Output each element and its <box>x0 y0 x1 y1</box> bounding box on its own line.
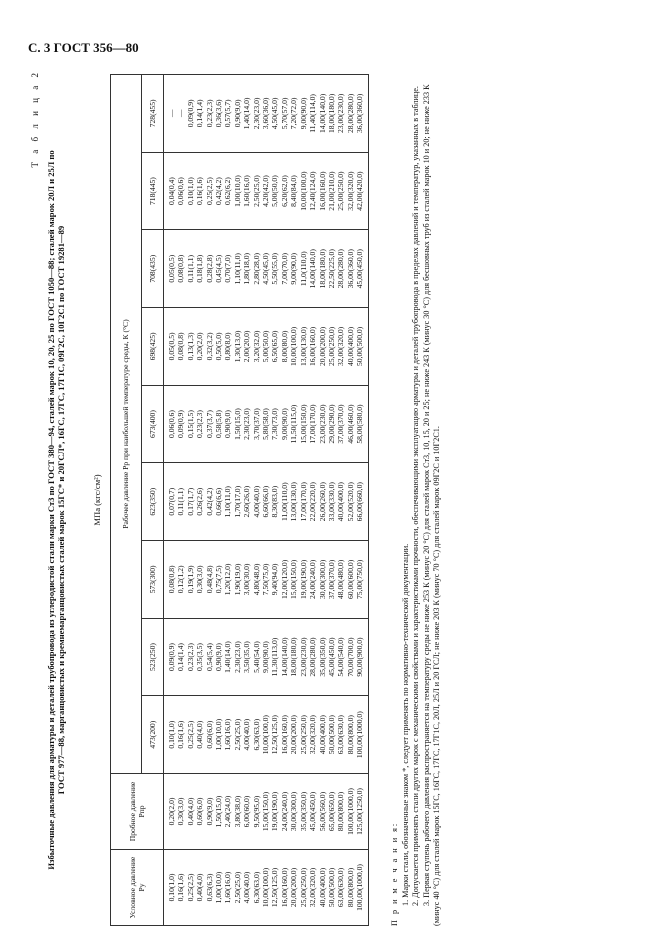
table-row <box>318 75 327 926</box>
table-cell: 18,00(180,0) <box>289 618 298 696</box>
table-cell: 0,60(6,0) <box>205 696 214 774</box>
table-cell: 0,80(8,0) <box>223 308 232 386</box>
table-cell: 22,00(220,0) <box>308 463 317 541</box>
table-cell: 66,00(660,0) <box>355 463 368 541</box>
table-cell: 1,40(14,0) <box>223 618 232 696</box>
table-cell: 60,00(600,0) <box>346 541 355 619</box>
table-cell: 33,00(330,0) <box>327 463 336 541</box>
table-cell: 24,00(240,0) <box>308 541 317 619</box>
table-cell: 0,25(2,5) <box>186 696 195 774</box>
table-cell: 1,60(16,0) <box>242 152 251 230</box>
table-cell: 0,45(4,5) <box>214 230 223 308</box>
table-row <box>327 75 336 926</box>
table-cell: 0,16(1,6) <box>176 850 185 926</box>
table-cell: 32,00(320,0) <box>308 850 317 926</box>
table-cell: 8,40(84,0) <box>289 152 298 230</box>
table-cell: 16,00(160,0) <box>280 850 289 926</box>
table-cell: 70,00(700,0) <box>346 618 355 696</box>
table-cell: 4,20(42,0) <box>261 152 270 230</box>
table-cell: 0,40(4,0) <box>195 696 204 774</box>
table-cell: 0,50(5,0) <box>214 308 223 386</box>
table-cell: 16,00(160,0) <box>308 308 317 386</box>
table-cell: 52,00(520,0) <box>346 463 355 541</box>
table-row <box>308 75 317 926</box>
table-cell: — <box>164 75 177 153</box>
table-cell: 10,00(100,0) <box>261 850 270 926</box>
table-cell: 50,00(500,0) <box>327 850 336 926</box>
table-cell: 10,00(100,0) <box>299 152 308 230</box>
table-cell: 29,00(290,0) <box>327 385 336 463</box>
table-cell: 0,12(1,2) <box>176 541 185 619</box>
note-3: 3. Первая ступень рабочего давления распространяется на температуру среды не ниже 253 К (минус 20 °С) для сталей марок Ст3, 10, 15, 20 и 25; не ниже 243 К (минус 30 °С) для бесшовных труб из сталей марок 10 и 20; не ниже 233 К (минус 40 °С) для сталей марок 15ГС, 16ГС, 17ГС, 17Г1С, 20Л, 25Л и 20 ГСЛ; не ниже 203 К (минус 70 °С) для сталей марок 09Г2С и 10Г2С1. <box>421 84 442 926</box>
table-cell: 5,00(50,0) <box>270 152 279 230</box>
table-cell: 11,30(113,0) <box>270 618 279 696</box>
table-cell: 0,75(7,5) <box>214 541 223 619</box>
table-cell: 0,09(0,9) <box>186 75 195 153</box>
table-cell: 0,35(3,5) <box>195 618 204 696</box>
table-cell: 2,40(24,0) <box>223 774 232 850</box>
table-row <box>289 75 298 926</box>
table-cell: 50,00(500,0) <box>327 696 336 774</box>
table-cell: 40,00(400,0) <box>318 850 327 926</box>
table-row <box>205 75 214 926</box>
table-row <box>186 75 195 926</box>
table-cell: 75,00(750,0) <box>355 541 368 619</box>
header-temp: 728(455) <box>142 75 164 153</box>
table-cell: 4,50(45,0) <box>270 75 279 153</box>
table-cell: 0,42(4,2) <box>205 463 214 541</box>
table-cell: 40,00(400,0) <box>336 463 345 541</box>
table-cell: 14,00(140,0) <box>280 618 289 696</box>
table-cell: 15,00(150,0) <box>289 541 298 619</box>
table-cell: 8,30(83,0) <box>270 463 279 541</box>
table-cell: 6,00(60,0) <box>242 774 251 850</box>
table-cell: 0,62(6,2) <box>223 152 232 230</box>
table-cell: 28,00(280,0) <box>336 230 345 308</box>
table-cell: 42,00(420,0) <box>355 152 368 230</box>
table-cell: 1,60(16,0) <box>223 696 232 774</box>
table-cell: 0,23(2,3) <box>186 618 195 696</box>
table-cell: 0,06(0,6) <box>176 152 185 230</box>
table-cell: 18,00(180,0) <box>318 230 327 308</box>
table-cell: 0,57(5,7) <box>223 75 232 153</box>
table-cell: 100,00(1000,0) <box>355 850 368 926</box>
table-cell: 15,00(150,0) <box>299 385 308 463</box>
table-cell: 11,0(110,0) <box>299 230 308 308</box>
table-cell: 19,00(190,0) <box>270 774 279 850</box>
table-cell: 28,00(280,0) <box>346 75 355 153</box>
table-cell: 0,10(1,0) <box>164 696 177 774</box>
header-temp: 708(435) <box>142 230 164 308</box>
table-cell: 17,00(170,0) <box>299 463 308 541</box>
table-cell: 26,00(260,0) <box>318 463 327 541</box>
notes-title: П р и м е ч а н и я: <box>390 821 399 926</box>
table-cell: 9,40(94,0) <box>270 541 279 619</box>
table-cell: 37,00(370,0) <box>336 385 345 463</box>
table-cell: 23,00(230,0) <box>299 618 308 696</box>
table-cell: 4,80(48,0) <box>252 541 261 619</box>
table-cell: 25,00(250,0) <box>336 152 345 230</box>
table-cell: 6,50(65,0) <box>270 308 279 386</box>
table-cell: 0,28(2,8) <box>205 230 214 308</box>
table-cell: 6,60(66,0) <box>261 463 270 541</box>
table-cell: 1,10(11,0) <box>223 463 232 541</box>
table-cell: 20,00(200,0) <box>318 308 327 386</box>
table-cell: 11,50(115,0) <box>289 385 298 463</box>
table-row <box>270 75 279 926</box>
table-cell: 0,05(0,5) <box>164 308 177 386</box>
table-cell: 0,40(4,0) <box>186 774 195 850</box>
table-cell: 10,00(100,0) <box>289 308 298 386</box>
table-cell: 17,00(170,0) <box>308 385 317 463</box>
table-cell: 0,30(3,0) <box>195 541 204 619</box>
table-cell: 0,30(3,0) <box>176 774 185 850</box>
table-cell: 80,00(800,0) <box>346 850 355 926</box>
table-cell: 40,00(400,0) <box>346 308 355 386</box>
table-cell: 45,00(450,0) <box>327 618 336 696</box>
table-cell: 35,00(350,0) <box>318 618 327 696</box>
table-cell: 2,80(28,0) <box>252 230 261 308</box>
table-label: Т а б л и ц а 2 <box>30 70 40 168</box>
table-cell: 0,37(3,7) <box>205 385 214 463</box>
table-cell: 1,50(15,0) <box>233 385 242 463</box>
table-cell: 0,08(0,8) <box>164 541 177 619</box>
table-cell: 4,00(40,0) <box>242 696 251 774</box>
table-cell: 0,25(2,5) <box>205 152 214 230</box>
table-cell: 13,00(130,0) <box>289 463 298 541</box>
table-cell: 0,90(9,0) <box>233 75 242 153</box>
table-cell: 0,11(1,1) <box>186 230 195 308</box>
note-2: 2. Допускается применять стали других марок с механическими свойствами и характеристиками прочности, обеспечивающими эксплуатацию арматуры и деталей трубопровода в пределах давлений и температур, указанных в таблице. <box>411 86 421 906</box>
table-cell: 5,40(54,0) <box>252 618 261 696</box>
table-cell: 0,90(9,0) <box>205 774 214 850</box>
table-cell: 7,50(75,0) <box>261 541 270 619</box>
table-cell: 5,70(57,0) <box>280 75 289 153</box>
table-cell: 2,50(25,0) <box>252 152 261 230</box>
table-cell: 4,50(45,0) <box>261 230 270 308</box>
table-cell: 0,07(0,7) <box>164 463 177 541</box>
header-working-pressure: Рабочее давление Pр при наибольшей температуре среды, К (°С) <box>111 75 142 774</box>
table-cell: 2,50(25,0) <box>233 696 242 774</box>
table-cell: 1,40(14,0) <box>242 75 251 153</box>
table-cell: 9,00(90,0) <box>280 385 289 463</box>
table-cell: 56,00(560,0) <box>318 774 327 850</box>
table-cell: 100,00(1000,0) <box>346 774 355 850</box>
table-cell: 20,00(200,0) <box>289 850 298 926</box>
rotated-content <box>28 70 648 930</box>
page-header: С. 3 ГОСТ 356—80 <box>28 40 139 55</box>
table-cell: 3,00(30,0) <box>242 541 251 619</box>
table-cell: 6,30(63,0) <box>252 696 261 774</box>
header-temp: 718(445) <box>142 152 164 230</box>
table-cell: 2,30(23,0) <box>233 618 242 696</box>
table-row <box>233 75 242 926</box>
table-cell: 54,00(540,0) <box>336 618 345 696</box>
table-cell: 32,00(320,0) <box>308 696 317 774</box>
table-cell: 0,58(5,8) <box>214 385 223 463</box>
table-cell: 28,00(280,0) <box>308 618 317 696</box>
table-cell: 32,00(320,0) <box>336 308 345 386</box>
table-cell: 0,26(2,6) <box>195 463 204 541</box>
table-cell: 0,05(0,5) <box>164 230 177 308</box>
table-cell: 0,48(4,8) <box>205 541 214 619</box>
table-cell: 9,00(90,0) <box>261 618 270 696</box>
table-cell: 1,00(10,0) <box>214 850 223 926</box>
table-cell: 13,00(130,0) <box>299 308 308 386</box>
table-cell: 11,40(114,0) <box>308 75 317 153</box>
table-cell: 40,00(400,0) <box>318 696 327 774</box>
table-cell: 7,00(70,0) <box>280 230 289 308</box>
table-cell: 37,00(370,0) <box>327 541 336 619</box>
table-cell: 0,06(0,6) <box>164 385 177 463</box>
table-cell: 0,10(1,0) <box>164 850 177 926</box>
table-cell: 3,60(36,0) <box>261 75 270 153</box>
table-cell: 0,09(0,9) <box>176 385 185 463</box>
header-ppr: Пробное давление Pпр <box>111 774 164 850</box>
table-cell: 22,50(225,0) <box>327 230 336 308</box>
table-cell: 0,70(7,0) <box>223 230 232 308</box>
table-cell: 0,17(1,7) <box>186 463 195 541</box>
table-title: Избыточные давления для арматуры и деталей трубопровода из углеродистой стали марки Ст3 по ГОСТ 380—94, сталей марок 10, 20, 25 по ГОСТ 1050—88; сталей марок 20Л и 25Л по ГОСТ 977—88, марганцовистых и кремнемарганцовистых сталей марок 15ГС* и 20ГСЛ*, 16ГС, 17ГС, 17Г1С, 09Г2С, 10Г2С1 по ГОСТ 19281—89 <box>46 150 66 870</box>
unit-label: МПа (кгс/см²) <box>92 474 102 526</box>
table-cell: 0,13(1,3) <box>186 308 195 386</box>
table-cell: 0,19(1,9) <box>186 541 195 619</box>
table-cell: 15,00(150,0) <box>261 774 270 850</box>
table-cell: 6,20(62,0) <box>280 152 289 230</box>
table-cell: 0,42(4,2) <box>214 152 223 230</box>
table-cell: 0,23(2,3) <box>205 75 214 153</box>
header-temp: 573(300) <box>142 541 164 619</box>
table-cell: 30,00(300,0) <box>289 774 298 850</box>
table-cell: 0,09(0,9) <box>164 618 177 696</box>
table-cell: 30,00(300,0) <box>318 541 327 619</box>
table-cell: 65,00(650,0) <box>327 774 336 850</box>
table-cell: 0,90(9,0) <box>214 618 223 696</box>
table-cell: 1,60(16,0) <box>223 850 232 926</box>
table-cell: 0,23(2,3) <box>195 385 204 463</box>
table-cell: 25,00(250,0) <box>299 850 308 926</box>
table-cell: 0,63(6,3) <box>205 850 214 926</box>
table-cell: 5,50(55,0) <box>270 230 279 308</box>
table-cell: 35,00(350,0) <box>299 774 308 850</box>
note-1: 1. Марки стали, обозначенные знаком *, следует применять по нормативно-технической документации. <box>400 543 410 906</box>
table-row <box>261 75 270 926</box>
table-cell: 12,40(124,0) <box>308 152 317 230</box>
table-cell: 0,36(3,6) <box>214 75 223 153</box>
table-cell: 48,00(480,0) <box>336 541 345 619</box>
table-cell: 36,00(360,0) <box>355 75 368 153</box>
table-cell: 63,00(630,0) <box>336 850 345 926</box>
table-cell: 4,00(40,0) <box>252 463 261 541</box>
table-cell: 0,40(4,0) <box>195 850 204 926</box>
notes <box>390 74 443 926</box>
table-cell: 1,10(11,0) <box>233 230 242 308</box>
table-cell: 18,00(180,0) <box>327 75 336 153</box>
table-cell: 21,00(210,0) <box>327 152 336 230</box>
table-cell: 6,30(63,0) <box>252 850 261 926</box>
table-cell: 1,80(18,0) <box>242 230 251 308</box>
table-cell: 2,60(26,0) <box>242 463 251 541</box>
table-row <box>176 75 185 926</box>
table-cell: 14,00(140,0) <box>308 230 317 308</box>
table-row <box>242 75 251 926</box>
table-cell: 46,00(460,0) <box>346 385 355 463</box>
table-cell: 9,50(95,0) <box>252 774 261 850</box>
table-row <box>195 75 204 926</box>
table-cell: 7,20(72,0) <box>289 75 298 153</box>
table-cell: 1,00(10,0) <box>233 152 242 230</box>
table-cell: 2,00(20,0) <box>242 308 251 386</box>
table-cell: 8,00(80,0) <box>280 308 289 386</box>
table-cell: 1,70(17,0) <box>233 463 242 541</box>
table-cell: 50,00(500,0) <box>355 308 368 386</box>
table-cell: 20,00(200,0) <box>289 696 298 774</box>
table-cell: 2,30(23,0) <box>252 75 261 153</box>
table-row <box>336 75 345 926</box>
table-cell: 45,00(450,0) <box>355 230 368 308</box>
table-cell: 0,16(1,6) <box>195 152 204 230</box>
pressure-table <box>110 74 369 926</box>
table-cell: 1,00(10,0) <box>214 696 223 774</box>
table-cell: 3,80(38,0) <box>233 774 242 850</box>
table-cell: 14,00(140,0) <box>318 75 327 153</box>
table-cell: 25,00(250,0) <box>327 308 336 386</box>
table-cell: 0,04(0,4) <box>164 152 177 230</box>
table-cell: 100,00(1000,0) <box>355 696 368 774</box>
table-cell: 36,00(360,0) <box>346 230 355 308</box>
table-cell: 3,20(32,0) <box>252 308 261 386</box>
header-temp: 623(350) <box>142 463 164 541</box>
table-row <box>214 75 223 926</box>
table-cell: 16,00(160,0) <box>318 152 327 230</box>
table-cell: 63,00(630,0) <box>336 696 345 774</box>
table-cell: 12,50(125,0) <box>270 850 279 926</box>
table-row <box>252 75 261 926</box>
table-cell: 125,00(1250,0) <box>355 774 368 850</box>
table-cell: 10,00(100,0) <box>261 696 270 774</box>
header-temp: 473(200) <box>142 696 164 774</box>
table-cell: 2,30(23,0) <box>242 385 251 463</box>
table-row <box>164 75 177 926</box>
table-cell: 0,18(1,8) <box>195 230 204 308</box>
table-cell: 1,20(12,0) <box>223 541 232 619</box>
table-cell: 7,30(73,0) <box>270 385 279 463</box>
header-temp: 673(400) <box>142 385 164 463</box>
table-cell: 12,50(125,0) <box>270 696 279 774</box>
table-cell: 80,00(800,0) <box>336 774 345 850</box>
table-cell: 1,50(15,0) <box>214 774 223 850</box>
table-cell: 24,00(240,0) <box>280 774 289 850</box>
table-cell: 0,32(3,2) <box>205 308 214 386</box>
table-cell: 0,15(1,5) <box>186 385 195 463</box>
table-cell: 9,00(90,0) <box>299 75 308 153</box>
table-cell: 0,25(2,5) <box>186 850 195 926</box>
table-cell: 3,70(37,0) <box>252 385 261 463</box>
table-cell: 32,00(320,0) <box>346 152 355 230</box>
table-cell: 2,50(25,0) <box>233 850 242 926</box>
table-cell: 19,00(190,0) <box>299 541 308 619</box>
table-cell: 0,14(1,4) <box>195 75 204 153</box>
table-cell: 12,00(120,0) <box>280 541 289 619</box>
table-cell: — <box>176 75 185 153</box>
table-cell: 0,20(2,0) <box>195 308 204 386</box>
table-row <box>280 75 289 926</box>
table-cell: 0,54(5,4) <box>205 618 214 696</box>
table-cell: 0,60(6,0) <box>195 774 204 850</box>
table-row <box>346 75 355 926</box>
table-cell: 23,00(230,0) <box>336 75 345 153</box>
table-cell: 0,08(0,8) <box>176 230 185 308</box>
table-cell: 1,30(13,0) <box>233 308 242 386</box>
table-cell: 45,00(450,0) <box>308 774 317 850</box>
table-cell: 0,66(6,6) <box>214 463 223 541</box>
table-cell: 9,00(90,0) <box>289 230 298 308</box>
table-cell: 0,10(1,0) <box>186 152 195 230</box>
table-cell: 0,16(1,6) <box>176 696 185 774</box>
table-cell: 0,90(9,0) <box>223 385 232 463</box>
table-row <box>355 75 368 926</box>
table-cell: 0,11(1,1) <box>176 463 185 541</box>
table-cell: 4,00(40,0) <box>242 850 251 926</box>
table-cell: 3,50(35,0) <box>242 618 251 696</box>
header-temp: 698(425) <box>142 308 164 386</box>
table-cell: 11,00(110,0) <box>280 463 289 541</box>
header-py: Условное давление Pу <box>111 850 164 926</box>
table-cell: 25,00(250,0) <box>299 696 308 774</box>
table-cell: 5,80(58,0) <box>261 385 270 463</box>
table-cell: 90,00(900,0) <box>355 618 368 696</box>
table-cell: 16,00(160,0) <box>280 696 289 774</box>
table-cell: 0,20(2,0) <box>164 774 177 850</box>
table-cell: 58,00(580,0) <box>355 385 368 463</box>
table-cell: 0,08(0,8) <box>176 308 185 386</box>
table-row <box>299 75 308 926</box>
table-cell: 5,00(50,0) <box>261 308 270 386</box>
table-cell: 0,14(1,4) <box>176 618 185 696</box>
table-cell: 80,00(800,0) <box>346 696 355 774</box>
table-row <box>223 75 232 926</box>
table-cell: 23,00(230,0) <box>318 385 327 463</box>
table-cell: 1,90(19,0) <box>233 541 242 619</box>
header-temp: 523(250) <box>142 618 164 696</box>
